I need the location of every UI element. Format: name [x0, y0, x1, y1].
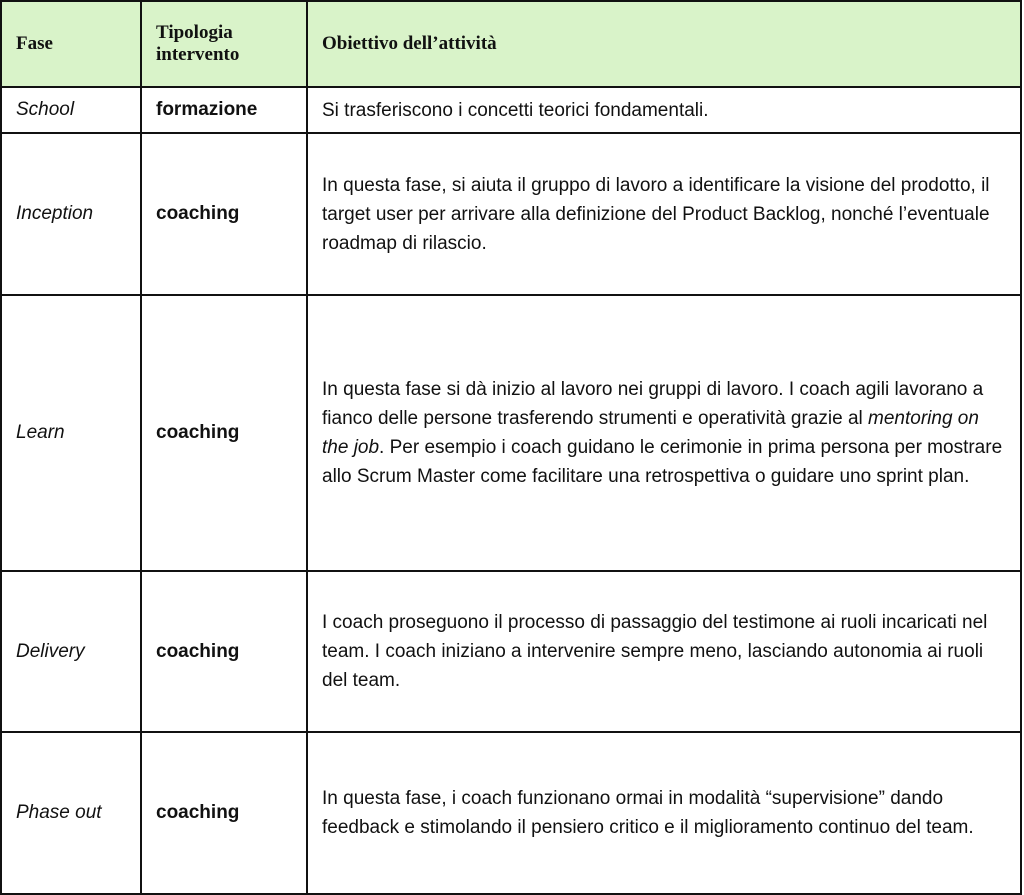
description-text: . Per esempio i coach guidano le cerimonie in prima persona per mostrare allo Scrum Master come facilitare una retrospettiva o guidare uno sprint plan.	[322, 437, 1003, 487]
phase-cell: Delivery	[1, 571, 141, 732]
phase-cell: School	[1, 87, 141, 133]
description-emphasis: mentoring on the job	[322, 408, 979, 458]
description-text: I coach proseguono il processo di passaggio del testimone ai ruoli incaricati nel team. I coach iniziano a intervenire sempre meno, lasciando autonomia ai ruoli del team.	[322, 612, 988, 691]
description-cell	[307, 571, 1021, 732]
phase-cell: Phase out	[1, 732, 141, 894]
header-tipologia: Tipologia intervento	[141, 1, 307, 87]
type-cell: coaching	[141, 571, 307, 732]
description-text: In questa fase si dà inizio al lavoro nei gruppi di lavoro. I coach agili lavorano a fianco delle persone trasferendo strumenti e operatività grazie al	[322, 379, 984, 429]
table-row	[1, 732, 1021, 894]
type-cell: coaching	[141, 732, 307, 894]
description-cell	[307, 87, 1021, 133]
header-fase: Fase	[1, 1, 141, 87]
description-cell	[307, 732, 1021, 894]
description-cell	[307, 295, 1021, 571]
description-text: In questa fase, si aiuta il gruppo di lavoro a identificare la visione del prodotto, il target user per arrivare alla definizione del Product Backlog, nonché l’eventuale roadmap di rilascio.	[322, 174, 990, 254]
description-text: In questa fase, i coach funzionano ormai in modalità “supervisione” dando feedback e stimolando il pensiero critico e il miglioramento continuo del team.	[322, 788, 974, 838]
type-cell: coaching	[141, 133, 307, 295]
type-cell: formazione	[141, 87, 307, 133]
header-row	[1, 1, 1021, 87]
description-text: Si trasferiscono i concetti teorici fondamentali.	[322, 99, 709, 121]
table-row	[1, 87, 1021, 133]
phase-cell: Inception	[1, 133, 141, 295]
table-row	[1, 571, 1021, 732]
table-row	[1, 133, 1021, 295]
phase-cell: Learn	[1, 295, 141, 571]
type-cell: coaching	[141, 295, 307, 571]
table-row	[1, 295, 1021, 571]
header-obiettivo: Obiettivo dell’attività	[307, 1, 1021, 87]
description-cell	[307, 133, 1021, 295]
